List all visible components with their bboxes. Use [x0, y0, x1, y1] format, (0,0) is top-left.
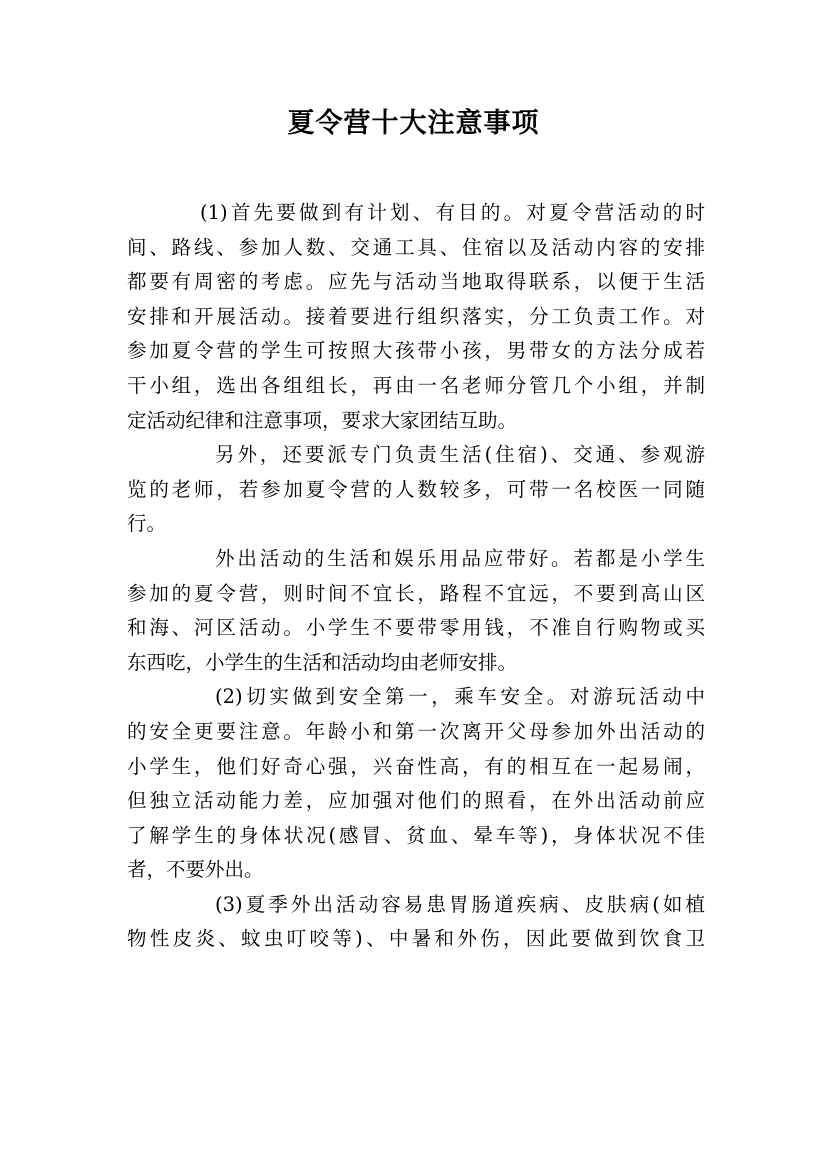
paragraph-line: 外出活动的生活和娱乐用品应带好。若都是小学生	[215, 546, 705, 570]
paragraph-line: 定活动纪律和注意事项，要求大家团结互助。	[127, 408, 518, 432]
paragraph-line: (1)首先要做到有计划、有目的。对夏令营活动的时	[200, 201, 705, 224]
paragraph-line: (2)切实做到安全第一，乘车安全。对游玩活动中	[215, 685, 705, 709]
paragraph-line: 另外，还要派专门负责生活(住宿)、交通、参观游	[215, 443, 705, 467]
paragraph-line: 物性皮炎、蚊虫叮咬等)、中暑和外伤，因此要做到饮食卫	[127, 927, 705, 951]
paragraph-line: 东西吃，小学生的生活和活动均由老师安排。	[127, 650, 518, 674]
paragraph-line: 者，不要外出。	[127, 858, 264, 882]
document-body	[127, 196, 705, 957]
paragraph-line: 都要有周密的考虑。应先与活动当地取得联系，以便于生活	[127, 270, 705, 294]
paragraph-line: 间、路线、参加人数、交通工具、住宿以及活动内容的安排	[127, 235, 705, 259]
paragraph-line: 了解学生的身体状况(感冒、贫血、晕车等)，身体状况不佳	[127, 823, 705, 847]
paragraph-line: 安排和开展活动。接着要进行组织落实，分工负责工作。对	[127, 304, 705, 328]
paragraph-line: 小学生，他们好奇心强，兴奋性高，有的相互在一起易闹，	[127, 754, 705, 778]
paragraph-line: 参加的夏令营，则时间不宜长，路程不宜远，不要到高山区	[127, 581, 705, 605]
paragraph-line: 的安全更要注意。年龄小和第一次离开父母参加外出活动的	[127, 719, 705, 743]
paragraph-line: 和海、河区活动。小学生不要带零用钱，不准自行购物或买	[127, 616, 705, 640]
paragraph-line: 行。	[127, 512, 167, 536]
paragraph-line: 但独立活动能力差，应加强对他们的照看，在外出活动前应	[127, 789, 705, 813]
paragraph-line: (3)夏季外出活动容易患胃肠道疾病、皮肤病(如植	[215, 892, 705, 916]
paragraph-line: 参加夏令营的学生可按照大孩带小孩，男带女的方法分成若	[127, 339, 705, 363]
document-title: 夏令营十大注意事项	[287, 108, 540, 139]
paragraph-line: 干小组，选出各组组长，再由一名老师分管几个小组，并制	[127, 373, 705, 397]
paragraph-line: 览的老师，若参加夏令营的人数较多，可带一名校医一同随	[127, 477, 705, 501]
